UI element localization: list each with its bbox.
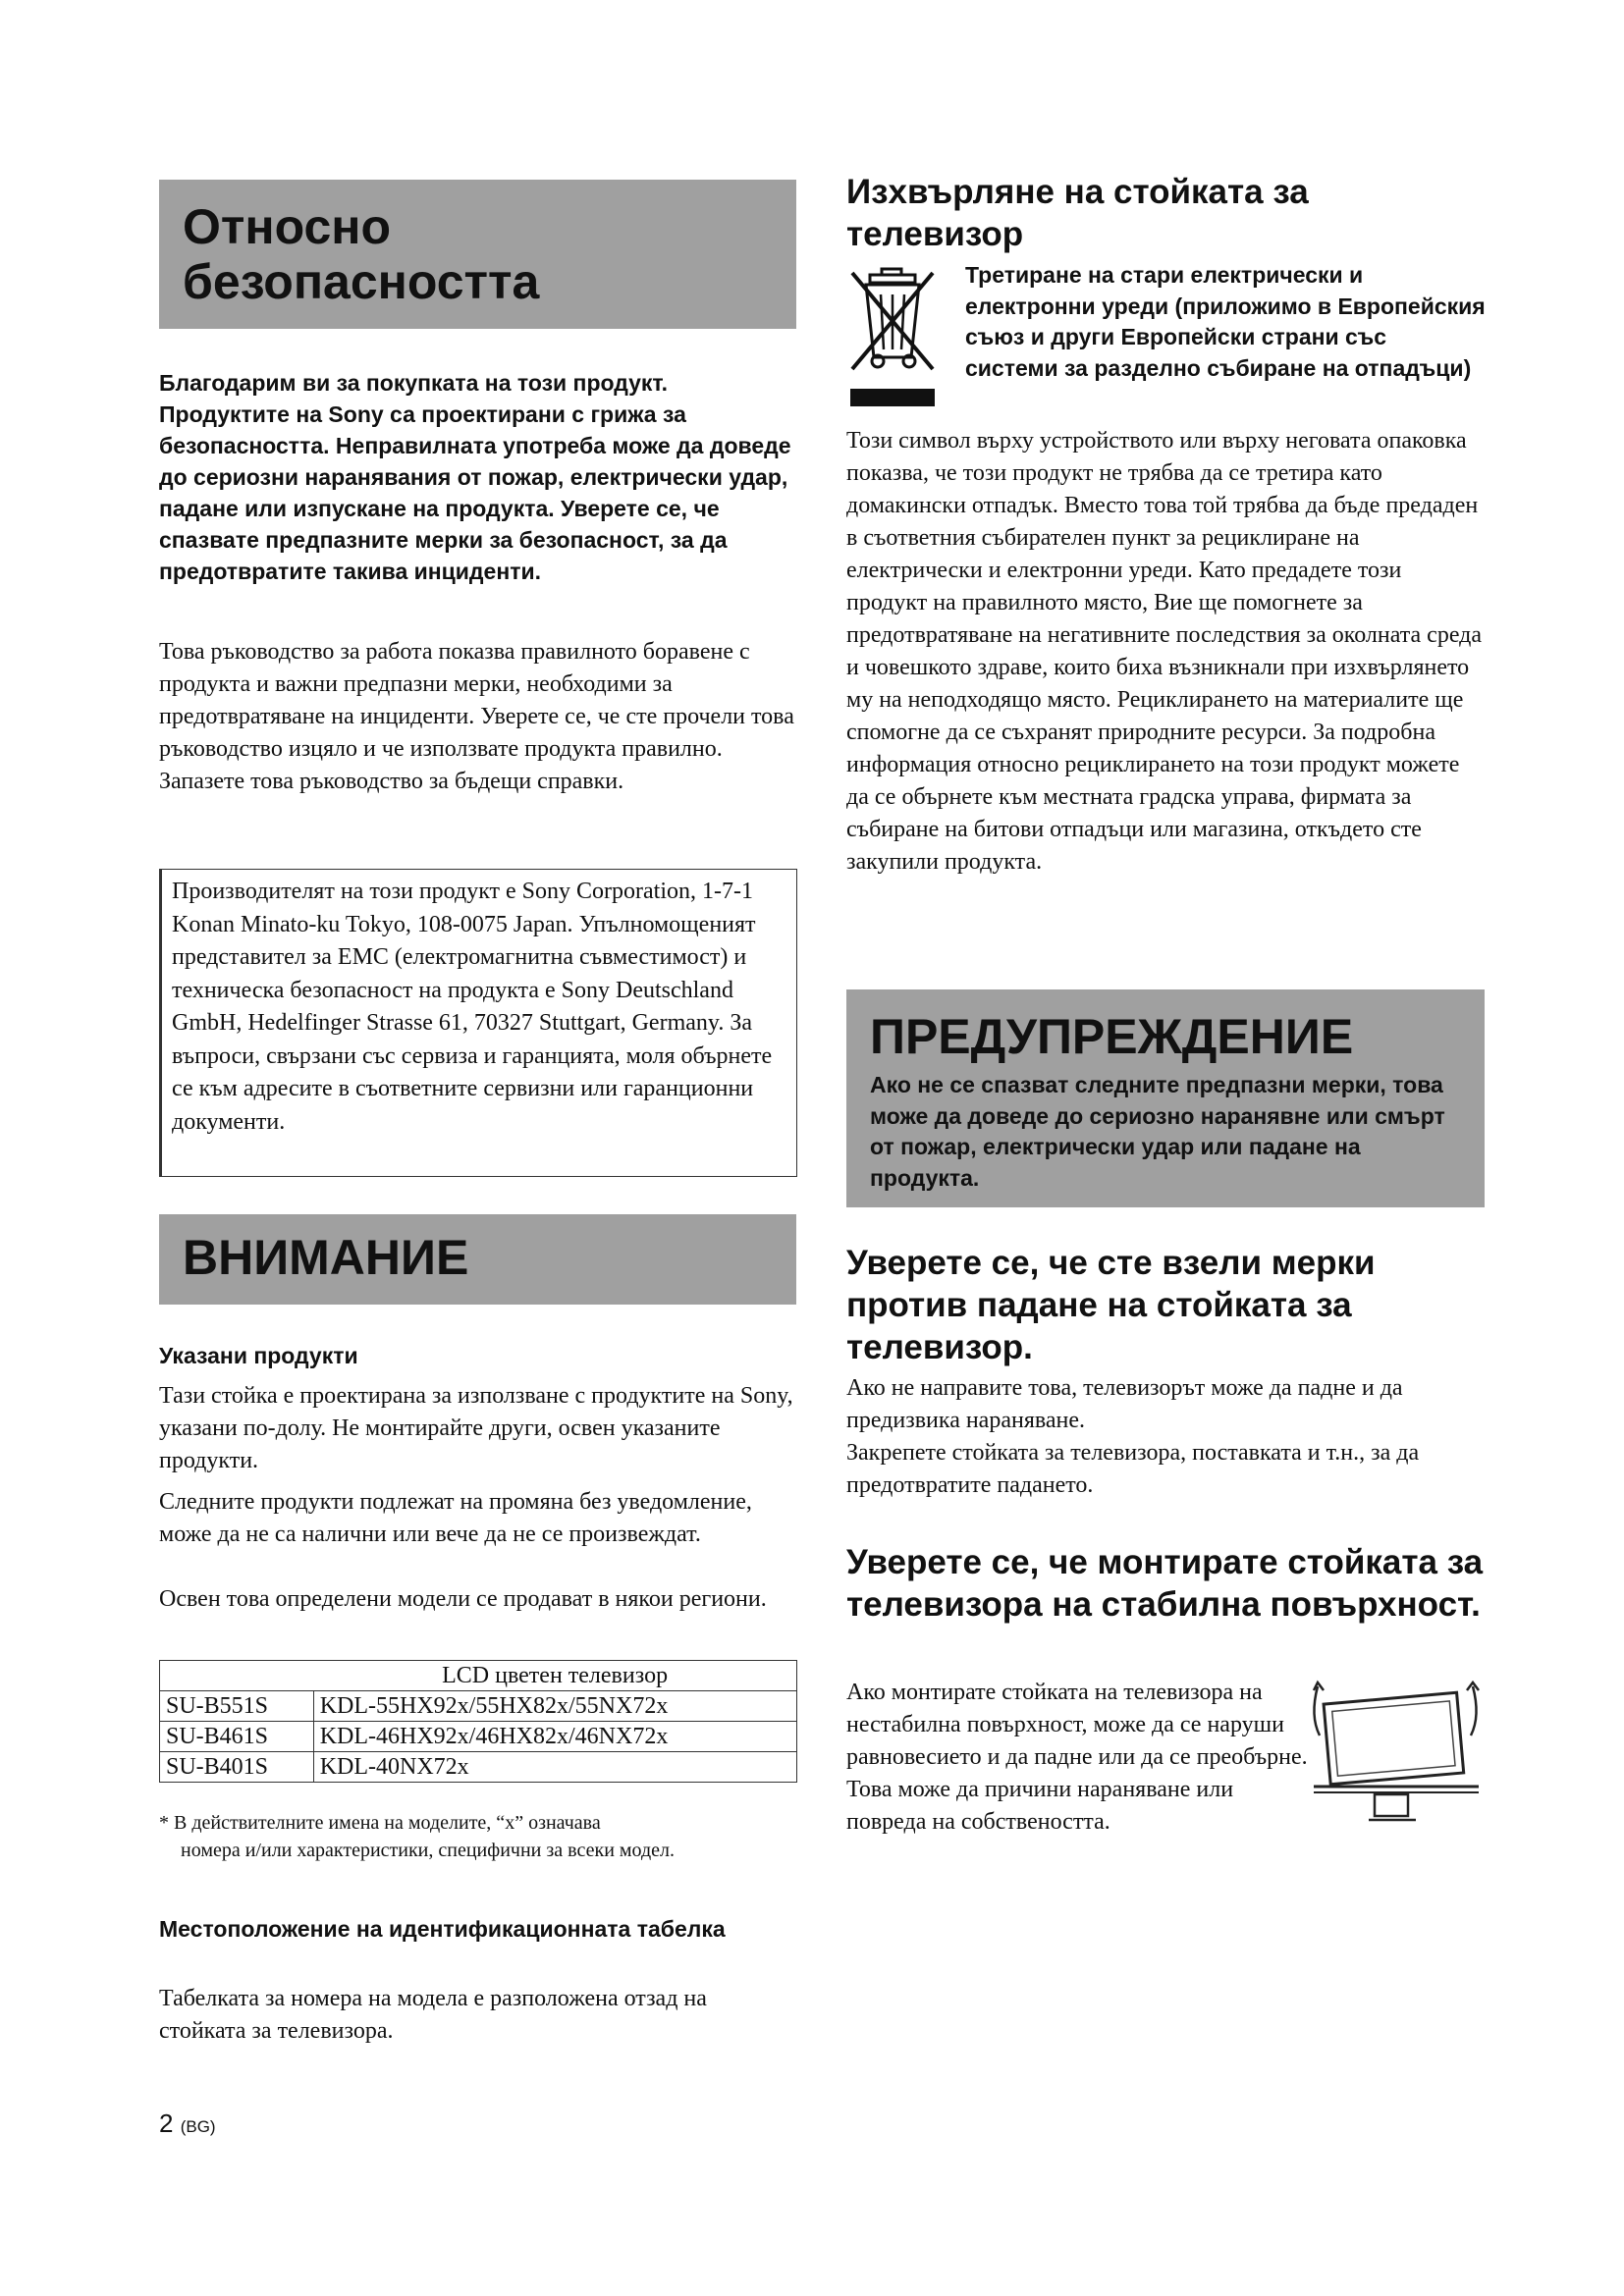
table-header-empty	[160, 1661, 314, 1691]
table-row	[160, 1752, 797, 1783]
warning-box	[846, 989, 1485, 1207]
language-code: (BG)	[180, 2117, 216, 2136]
model-footnote	[159, 1809, 795, 1864]
page-number-value: 2	[159, 2109, 174, 2138]
stable-surface-heading: Уверете се, че монтирате стойката за телевизора на стабилна повърхност.	[846, 1543, 1484, 1624]
safety-title-box	[159, 180, 796, 329]
products-text-2: Следните продукти подлежат на промяна без уведомление, може да не са налични или вече да не се произвеждат.	[159, 1489, 752, 1547]
disposal-heading: Изхвърляне на стойката за телевизор	[846, 173, 1309, 253]
manufacturer-info-box: Производителят на този продукт е Sony Corporation, 1-7-1 Konan Minato-ku Tokyo, 108-0075 Japan. Упълномощеният представител за EMC (електромагнитна съвместимост) и техническа безопасност на продукта е Sony Deutschland GmbH, Hedelfinger Strasse 61, 70327 Stuttgart, Germany. За въпроси, свързани със сервиза и гаранцията, моля обърнете се към адресите в съответните сервизни или гаранционни документи.	[159, 869, 797, 1177]
products-heading: Указани продукти	[159, 1343, 358, 1368]
intro-bold-text: Благодарим ви за покупката на този продукт. Продуктите на Sony са проектирани с грижа за безопасността. Неправилната употреба може да доведе до сериозни наранявания от пожар, електрически удар, падане или изпускане на продукта. Уверете се, че спазвате предпазните мерки за безопасност, за да предотвратите такива инциденти.	[159, 370, 791, 584]
stable-surface-text: Ако монтирате стойката на телевизора на нестабилна повърхност, може да се наруши равновесието и да падне или да се преобърне. Това може да причини нараняване или повреда на собствеността.	[846, 1680, 1308, 1835]
footnote-line-2: номера и/или характеристики, специфични за всеки модел.	[181, 1840, 676, 1861]
table-cell-tv: KDL-55HX92x/55HX82x/55NX72x	[313, 1691, 796, 1722]
safety-title-line-2: безопасността	[183, 254, 540, 309]
products-text-1: Тази стойка е проектирана за използване с продуктите на Sony, указани по-долу. Не монтирайте други, освен указаните продукти.	[159, 1383, 793, 1473]
weee-heading: Третиране на стари електрически и електронни уреди (приложимо в Европейския съюз и други Европейски страни със системи за разделно събиране на отпадъци)	[965, 262, 1486, 381]
page-number	[159, 2109, 216, 2139]
table-cell-stand: SU-B461S	[160, 1722, 314, 1752]
fall-prevention-heading: Уверете се, че сте взели мерки против падане на стойката за телевизор.	[846, 1244, 1376, 1366]
table-row	[160, 1722, 797, 1752]
products-text-3: Освен това определени модели се продават в някои региони.	[159, 1586, 767, 1612]
footnote-line-1: * В действителните имена на моделите, “x” означава	[159, 1812, 601, 1834]
table-header-row	[160, 1661, 797, 1691]
warning-text: Ако не се спазват следните предпазни мерки, това може да доведе до сериозно наранявне или смърт от пожар, електрически удар или падане на продукта.	[870, 1072, 1445, 1191]
safety-title-line-1: Относно	[183, 199, 392, 254]
compatible-models-table	[159, 1660, 797, 1783]
caution-title: ВНИМАНИЕ	[183, 1230, 469, 1285]
table-cell-stand: SU-B401S	[160, 1752, 314, 1783]
intro-text: Това ръководство за работа показва правилното боравене с продукта и важни предпазни мерки, необходими за предотвратяване на инциденти. Уверете се, че сте прочели това ръководство изцяло и че използвате продукта правилно. Запазете това ръководство за бъдещи справки.	[159, 639, 794, 794]
tv-tipping-illustration	[1306, 1677, 1485, 1824]
fall-prevention-text-1: Ако не направите това, телевизорът може да падне и да предизвика нараняване.	[846, 1375, 1403, 1433]
table-cell-tv: KDL-46HX92x/46HX82x/46NX72x	[313, 1722, 796, 1752]
weee-text: Този символ върху устройството или върху неговата опаковка показва, че този продукт не трябва да се третира като домакински отпадък. Вместо това той трябва да бъде предаден в съответния събирателен пункт за рециклиране на електрически и електронни уреди. Като предадете този продукт на правилното място, Вие ще помогнете за предотвратяване на негативните последствия за околната среда и човешкото здраве, които биха възникнали при изхвърлянето му на неподходящо място. Рециклирането на материалите ще спомогне да се съхранят природните ресурси. За подробна информация относно рециклирането на този продукт можете да се обърнете към местната градска управа, фирмата за събиране на битови отпадъци или магазина, откъдето сте закупили продукта.	[846, 428, 1483, 875]
label-location-heading: Местоположение на идентификационната табелка	[159, 1916, 726, 1942]
label-location-text: Табелката за номера на модела е разположена отзад на стойката за телевизора.	[159, 1986, 707, 2044]
table-row	[160, 1691, 797, 1722]
table-header-tv: LCD цветен телевизор	[313, 1661, 796, 1691]
table-cell-stand: SU-B551S	[160, 1691, 314, 1722]
weee-bin-icon	[848, 267, 937, 412]
warning-title: ПРЕДУПРЕЖДЕНИЕ	[870, 1009, 1354, 1064]
fall-prevention-text-2: Закрепете стойката за телевизора, поставката и т.н., за да предотвратите падането.	[846, 1440, 1420, 1498]
caution-title-box	[159, 1214, 796, 1305]
table-cell-tv: KDL-40NX72x	[313, 1752, 796, 1783]
